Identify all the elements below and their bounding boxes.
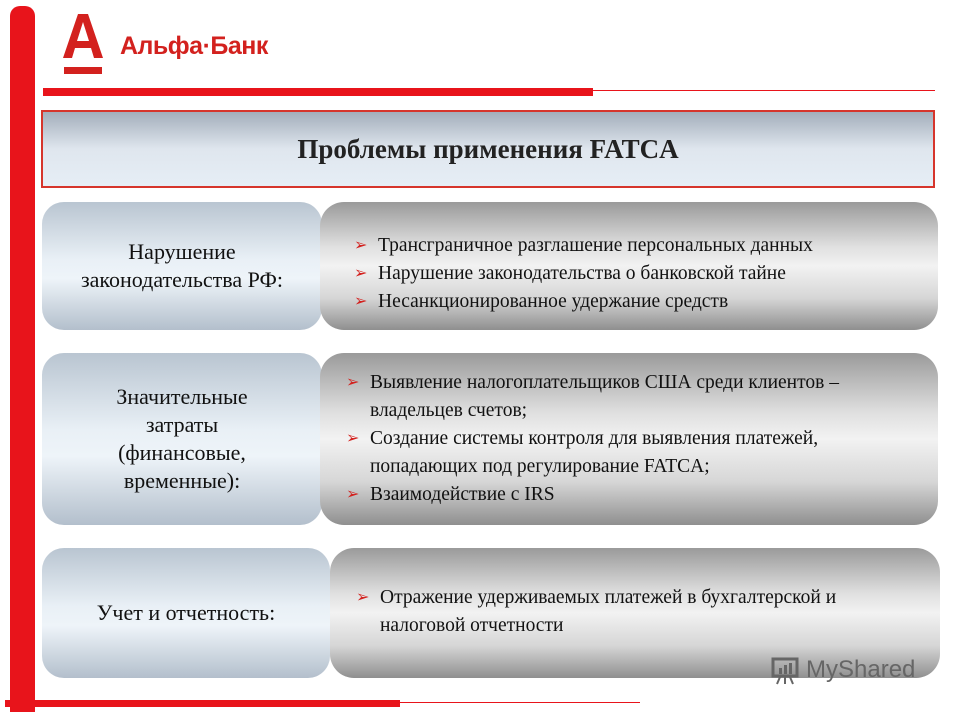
row-label: Учет и отчетность: <box>96 600 276 625</box>
list-item: ➢ Создание системы контроля для выявления платежей, попадающих под регулирование FATCA; <box>342 425 918 481</box>
row-content-box <box>320 353 938 525</box>
arrow-bullet-icon: ➢ <box>346 374 360 391</box>
row-content-box <box>320 202 938 330</box>
arrow-bullet-icon: ➢ <box>354 237 368 254</box>
list-item: ➢ Отражение удерживаемых платежей в бухгалтерской и налоговой отчетности <box>352 584 926 640</box>
list-item: ➢ Выявление налогоплательщиков США среди клиентов – владельцев счетов; <box>342 369 918 425</box>
row-label-box <box>42 548 330 678</box>
header-divider-thin <box>593 90 935 91</box>
arrow-bullet-icon: ➢ <box>346 430 360 447</box>
left-red-bar <box>10 6 35 712</box>
list-item: ➢ Несанкционированное удержание средств <box>350 288 938 316</box>
brand-name: Альфа·Банк <box>120 32 268 60</box>
arrow-bullet-icon: ➢ <box>356 589 370 606</box>
slide-title-box <box>41 110 935 188</box>
row-label-box <box>42 353 322 525</box>
arrow-bullet-icon: ➢ <box>354 293 368 310</box>
watermark: MyShared <box>770 655 915 685</box>
arrow-bullet-icon: ➢ <box>354 265 368 282</box>
row-label: Значительные затраты (финансовые, временные): <box>116 384 248 493</box>
header-divider <box>43 88 593 96</box>
footer-divider <box>5 700 400 707</box>
arrow-bullet-icon: ➢ <box>346 486 360 503</box>
alfa-logo-icon <box>62 14 104 76</box>
row-label-box <box>42 202 322 330</box>
list-item: ➢ Взаимодействие с IRS <box>342 481 918 509</box>
footer-divider-thin <box>400 702 640 703</box>
list-item: ➢ Трансграничное разглашение персональных данных <box>350 232 938 260</box>
list-item: ➢ Нарушение законодательства о банковской тайне <box>350 260 938 288</box>
row-label: Нарушение законодательства РФ: <box>80 239 284 292</box>
slide-title: Проблемы применения FATCA <box>297 133 679 164</box>
presentation-icon <box>770 655 800 685</box>
